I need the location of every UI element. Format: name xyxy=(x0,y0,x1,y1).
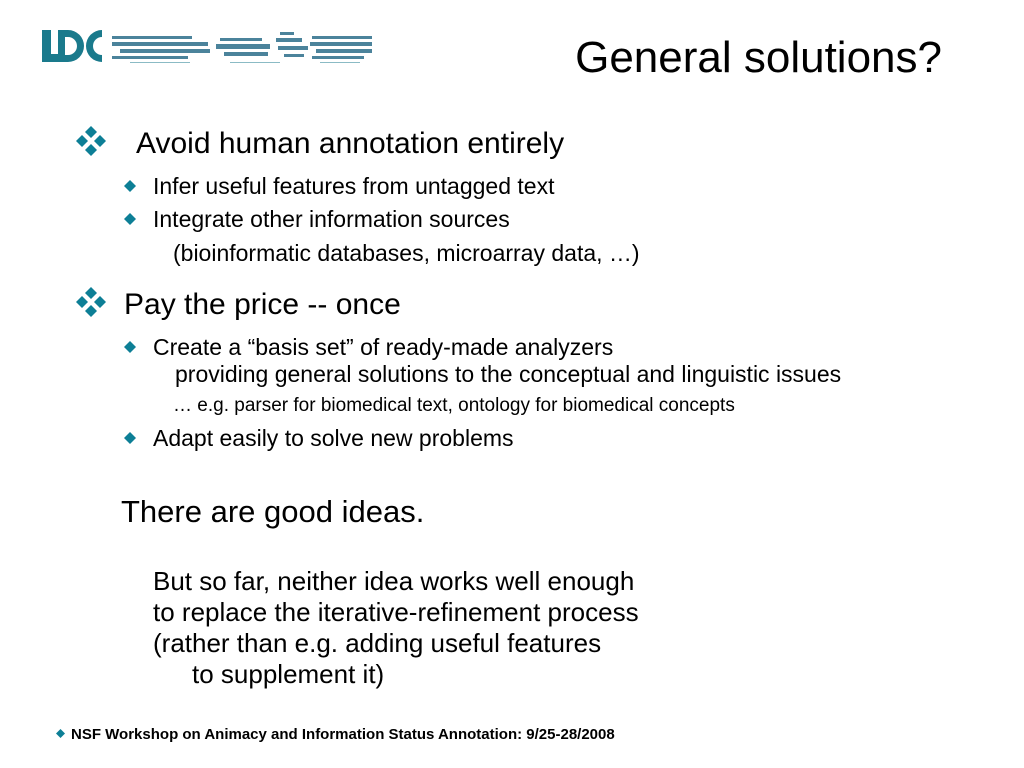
bullet-basis-set-detail: providing general solutions to the conceptual and linguistic issues xyxy=(175,361,842,387)
slide-title: General solutions? xyxy=(575,33,942,82)
four-diamond-bullet-icon xyxy=(74,124,108,158)
bullet-basis-set: Create a “basis set” of ready-made analyzers xyxy=(153,334,614,360)
four-diamond-bullet-icon xyxy=(74,285,108,319)
logo-wordmark-graphic xyxy=(112,32,372,59)
conclusion-line: But so far, neither idea works well enough xyxy=(153,566,635,596)
diamond-bullet-icon xyxy=(124,341,136,353)
bullet-adapt-easily: Adapt easily to solve new problems xyxy=(153,425,514,451)
bullet-basis-set-example: … e.g. parser for biomedical text, ontology for biomedical concepts xyxy=(173,395,735,416)
ldc-logo xyxy=(40,26,380,70)
logo-texture xyxy=(130,62,360,63)
conclusion-line: to supplement it) xyxy=(192,659,385,689)
diamond-bullet-icon xyxy=(124,213,136,225)
conclusion-line: (rather than e.g. adding useful features xyxy=(153,628,602,658)
section-heading-pay-price: Pay the price -- once xyxy=(124,288,401,321)
diamond-bullet-icon xyxy=(56,729,65,738)
slide-footer xyxy=(56,726,615,744)
conclusion-line: to replace the iterative-refinement process xyxy=(153,597,639,627)
logo-letters xyxy=(42,30,102,62)
bullet-integrate-sources-detail: (bioinformatic databases, microarray data, …) xyxy=(173,240,640,266)
diamond-bullet-icon xyxy=(124,180,136,192)
bullet-integrate-sources: Integrate other information sources xyxy=(153,206,510,232)
section-heading-avoid-annotation: Avoid human annotation entirely xyxy=(136,127,565,160)
bullet-infer-features: Infer useful features from untagged text xyxy=(153,173,555,199)
diamond-bullet-icon xyxy=(124,432,136,444)
conclusion-headline: There are good ideas. xyxy=(121,494,425,529)
footer-text: NSF Workshop on Animacy and Information Status Annotation: 9/25-28/2008 xyxy=(71,726,615,743)
